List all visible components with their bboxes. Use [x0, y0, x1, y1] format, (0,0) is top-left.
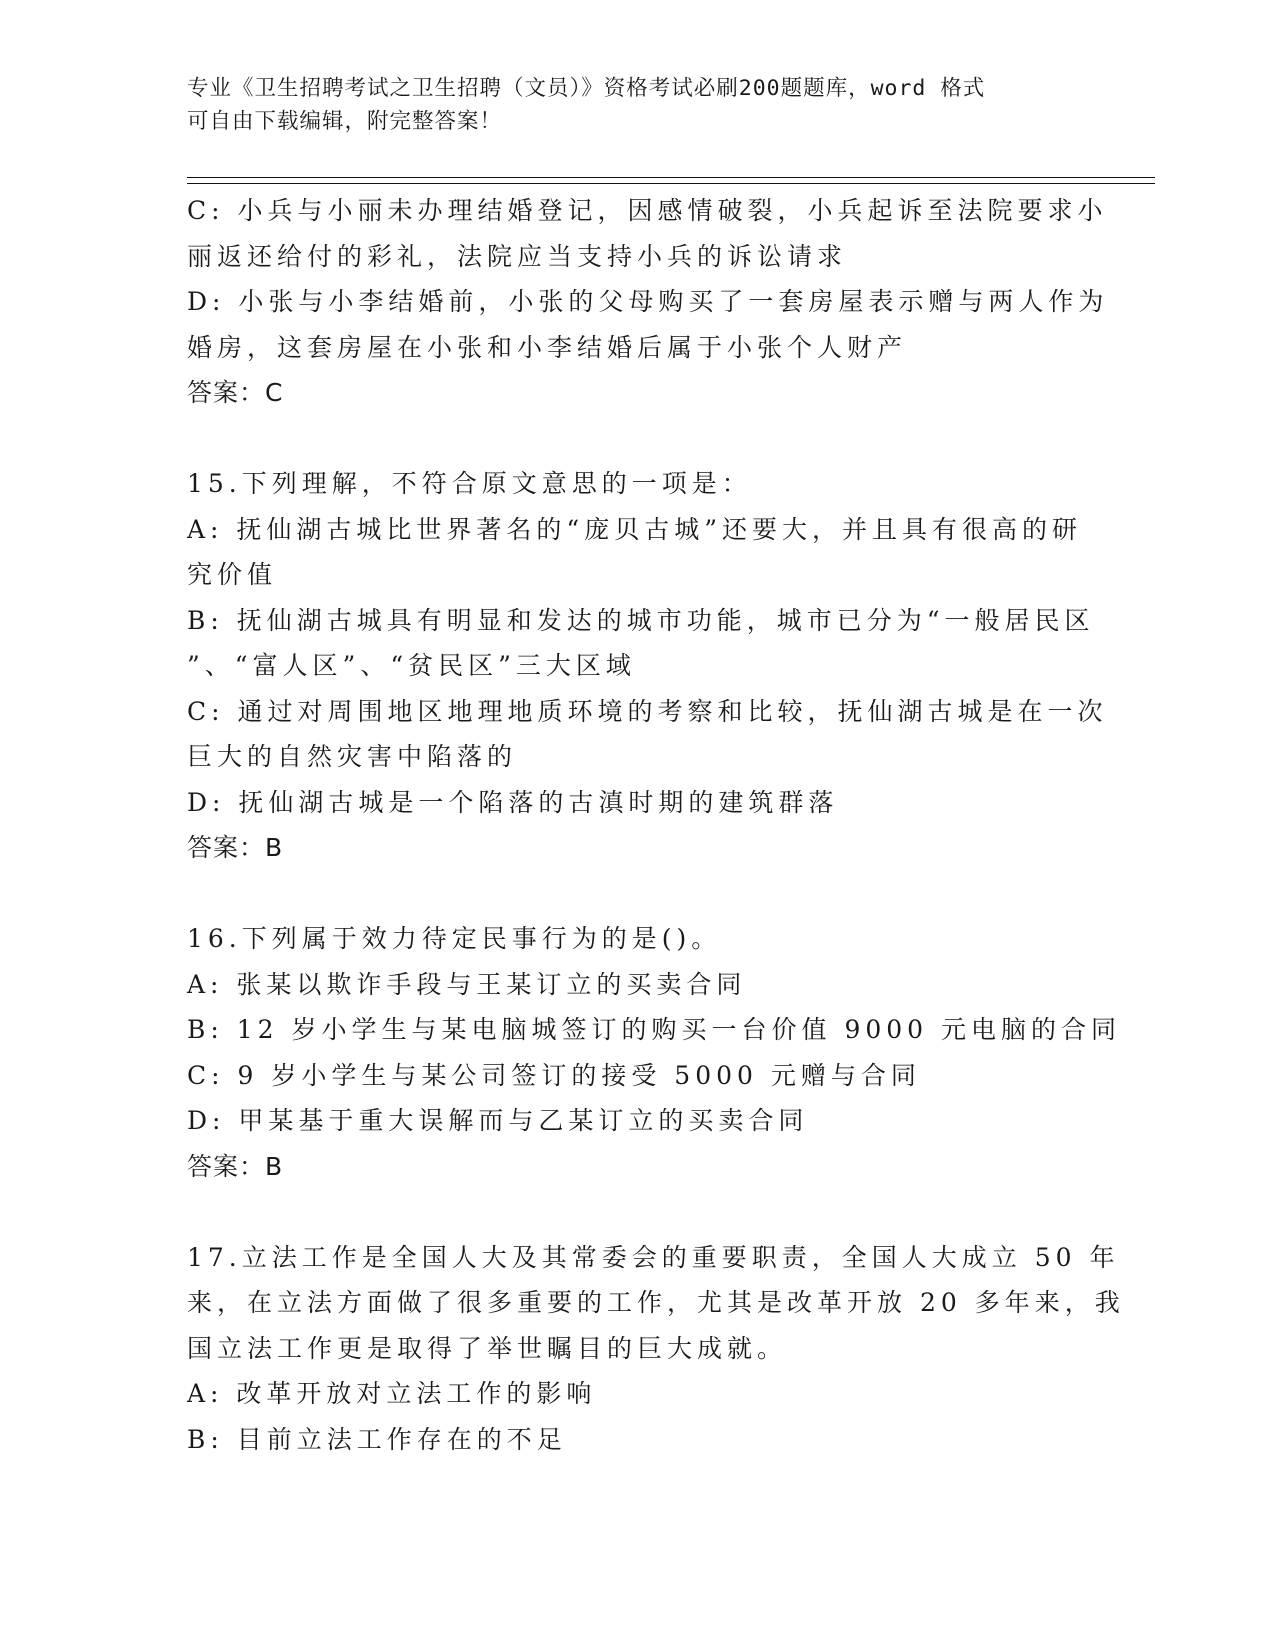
document-body: [187, 188, 1125, 1462]
question-17-line-2: 来，在立法方面做了很多重要的工作，尤其是改革开放 20 多年来，我: [187, 1288, 1125, 1317]
option-d-line-1: D: 小张与小李结婚前，小张的父母购买了一套房屋表示赠与两人作为: [187, 287, 1109, 316]
option-d: D: 抚仙湖古城是一个陷落的古滇时期的建筑群落: [187, 787, 839, 817]
question-17-line-1: 17.立法工作是全国人大及其常委会的重要职责，全国人大成立 50 年: [187, 1242, 1120, 1272]
option-c-line-1: C: 通过对周围地区地理地质环境的考察和比较，抚仙湖古城是在一次: [187, 696, 1108, 726]
answer-16: 答案：B: [187, 1151, 284, 1181]
option-b-line-1: B: 抚仙湖古城具有明显和发达的城市功能，城市已分为“一般居民区: [187, 605, 1095, 635]
header-line-2: 可自由下载编辑，附完整答案！: [187, 109, 503, 134]
option-a-line-2: 究价值: [187, 560, 278, 589]
option-a-line-1: A: 抚仙湖古城比世界著名的“庞贝古城”还要大，并且具有很高的研: [187, 514, 1082, 544]
question-16: [187, 916, 1122, 1189]
answer-14: 答案：C: [187, 378, 284, 407]
option-a: A: 改革开放对立法工作的影响: [187, 1379, 597, 1408]
document-header: [187, 72, 1077, 138]
question-17-line-3: 国立法工作更是取得了举世瞩目的巨大成就。: [187, 1333, 788, 1363]
header-divider-bottom: [187, 183, 1155, 184]
option-c-line-2: 丽返还给付的彩礼，法院应当支持小兵的诉讼请求: [187, 241, 848, 271]
question-15: [187, 461, 1108, 871]
question-17: [187, 1235, 1125, 1463]
option-d: D: 甲某基于重大误解而与乙某订立的买卖合同: [187, 1106, 809, 1135]
header-divider-top: [187, 177, 1155, 178]
option-c-line-2: 巨大的自然灾害中陷落的: [187, 742, 518, 771]
option-b: B: 目前立法工作存在的不足: [187, 1424, 567, 1454]
question-14-fragment: [187, 188, 1109, 416]
question-15-text: 15.下列理解，不符合原文意思的一项是：: [187, 469, 752, 498]
answer-15: 答案：B: [187, 833, 284, 862]
option-d-line-2: 婚房，这套房屋在小张和小李结婚后属于小张个人财产: [187, 332, 908, 362]
header-line-1: 专业《卫生招聘考试之卫生招聘（文员）》资格考试必刷200题题库，word 格式: [187, 76, 986, 101]
option-c-line-1: C: 小兵与小丽未办理结婚登记，因感情破裂，小兵起诉至法院要求小: [187, 196, 1108, 225]
option-c: C: 9 岁小学生与某公司签订的接受 5000 元赠与合同: [187, 1060, 921, 1090]
option-b-line-2: ”、“富人区”、“贫民区”三大区域: [187, 651, 636, 680]
option-b: B: 12 岁小学生与某电脑城签订的购买一台价值 9000 元电脑的合同: [187, 1015, 1122, 1044]
question-16-text: 16.下列属于效力待定民事行为的是()。: [187, 924, 722, 953]
option-a: A: 张某以欺诈手段与王某订立的买卖合同: [187, 969, 747, 999]
